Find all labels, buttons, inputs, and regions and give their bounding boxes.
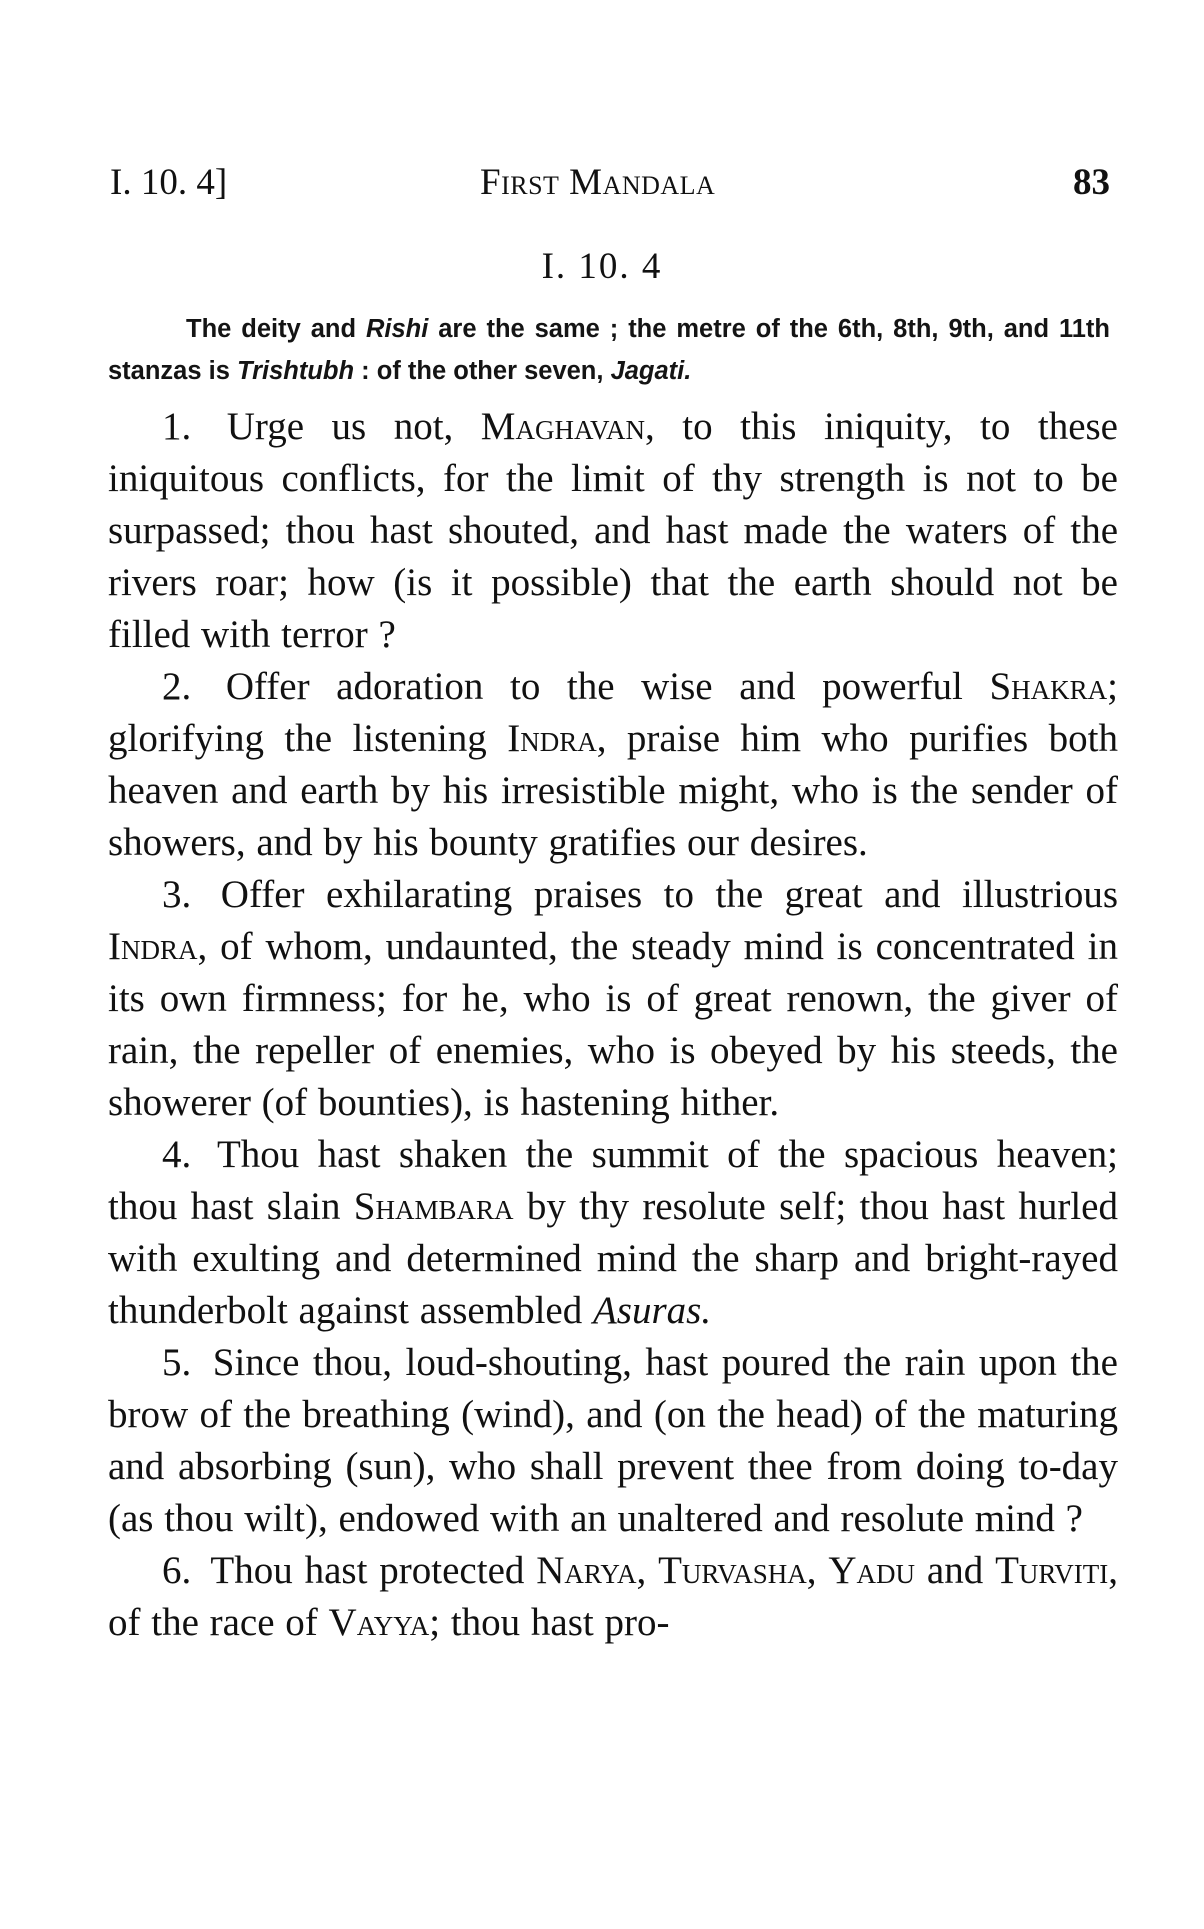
note-trishtubh: Trishtubh — [236, 357, 355, 385]
hymn-note — [108, 308, 1110, 392]
verse-3 — [108, 869, 1118, 1129]
person-name: Narya — [536, 1549, 637, 1592]
verse-text: , of whom, undaunted, the steady mind is concentrated in its own firmness; for he, who is of great renown, the giver of rain, the repeller of enemies, who is obeyed by his steeds, the showerer (of bounties), is hastening hither. — [108, 925, 1118, 1124]
person-name: Vayya — [328, 1601, 430, 1644]
verse-text: by thy resolute self; thou hast hurled with exulting and determined mind the sharp and bright-rayed thunderbolt against assembled — [108, 1185, 1118, 1332]
person-name: Turviti — [995, 1549, 1109, 1592]
note-jagati: Jagati. — [610, 357, 692, 385]
verse-number: 3. — [162, 873, 192, 916]
verse-number: 6. — [162, 1549, 192, 1592]
verse-5 — [108, 1337, 1118, 1545]
verse-text: , to this iniquity, to these iniquitous conflicts, for the limit of thy strength is not to be surpassed; thou hast shouted, and hast made the waters of the rivers roar; how (is it possible) that the earth should not be filled with terror ? — [108, 405, 1118, 656]
verse-text: , of the race of — [108, 1549, 1119, 1644]
deity-name: Indra — [507, 717, 597, 760]
verse-number: 2. — [162, 665, 192, 708]
asuras-term: Asuras. — [592, 1289, 712, 1332]
verse-number: 1. — [162, 405, 192, 448]
verse-6 — [108, 1545, 1118, 1649]
running-head-reference: I. 10. 4] — [110, 162, 228, 203]
verse-text: and — [915, 1549, 996, 1592]
verse-text: Thou hast shaken the summit of the spacious heaven; thou hast slain — [108, 1133, 1118, 1228]
verse-2 — [108, 661, 1118, 869]
verse-4 — [108, 1129, 1118, 1337]
hymn-number: I. 10. 4 — [541, 246, 663, 287]
verse-text: ; glorifying the listening — [108, 665, 1118, 760]
verse-number: 5. — [162, 1341, 192, 1384]
verse-number: 4. — [162, 1133, 192, 1176]
verse-text: Urge us not, — [199, 405, 481, 448]
verse-text: Offer exhilarating praises to the great and illustrious — [199, 873, 1118, 916]
verse-text: ; thou hast pro- — [429, 1601, 670, 1644]
person-name: Yadu — [828, 1549, 916, 1592]
verse-text: Since thou, loud-shouting, hast poured the rain upon the brow of the breathing (wind), and (on the head) of the maturing and absorbing (sun), who shall prevent thee from doing to-day (as thou wilt), endowed with an unaltered and resolute mind ? — [108, 1341, 1118, 1540]
deity-name: Indra — [108, 925, 198, 968]
note-rishi: Rishi — [365, 315, 429, 343]
note-text-1: The deity and — [186, 315, 366, 343]
page-number: 83 — [1073, 162, 1110, 203]
demon-name: Shambara — [353, 1185, 514, 1228]
verses — [108, 401, 1118, 1649]
note-text-2: are the same ; the metre of the 6th, 8th, 9th, and 11th stanzas is — [108, 315, 1110, 385]
running-head-title: First Mandala — [480, 162, 716, 203]
verse-text: , praise him who purifies both heaven and earth by his irresistible might, who is the sender of showers, and by his bounty gratifies our desires. — [108, 717, 1118, 864]
deity-name: Maghavan — [480, 405, 646, 448]
person-name: Turvasha — [658, 1549, 807, 1592]
running-head — [110, 158, 1110, 208]
verse-text: , — [636, 1549, 659, 1592]
verse-1 — [108, 401, 1118, 661]
note-text-3: : of the other seven, — [354, 357, 611, 385]
verse-text: Offer adoration to the wise and powerful — [199, 665, 990, 708]
verse-text: , — [806, 1549, 829, 1592]
deity-name: Shakra — [989, 665, 1108, 708]
verse-text: Thou hast protected — [199, 1549, 537, 1592]
